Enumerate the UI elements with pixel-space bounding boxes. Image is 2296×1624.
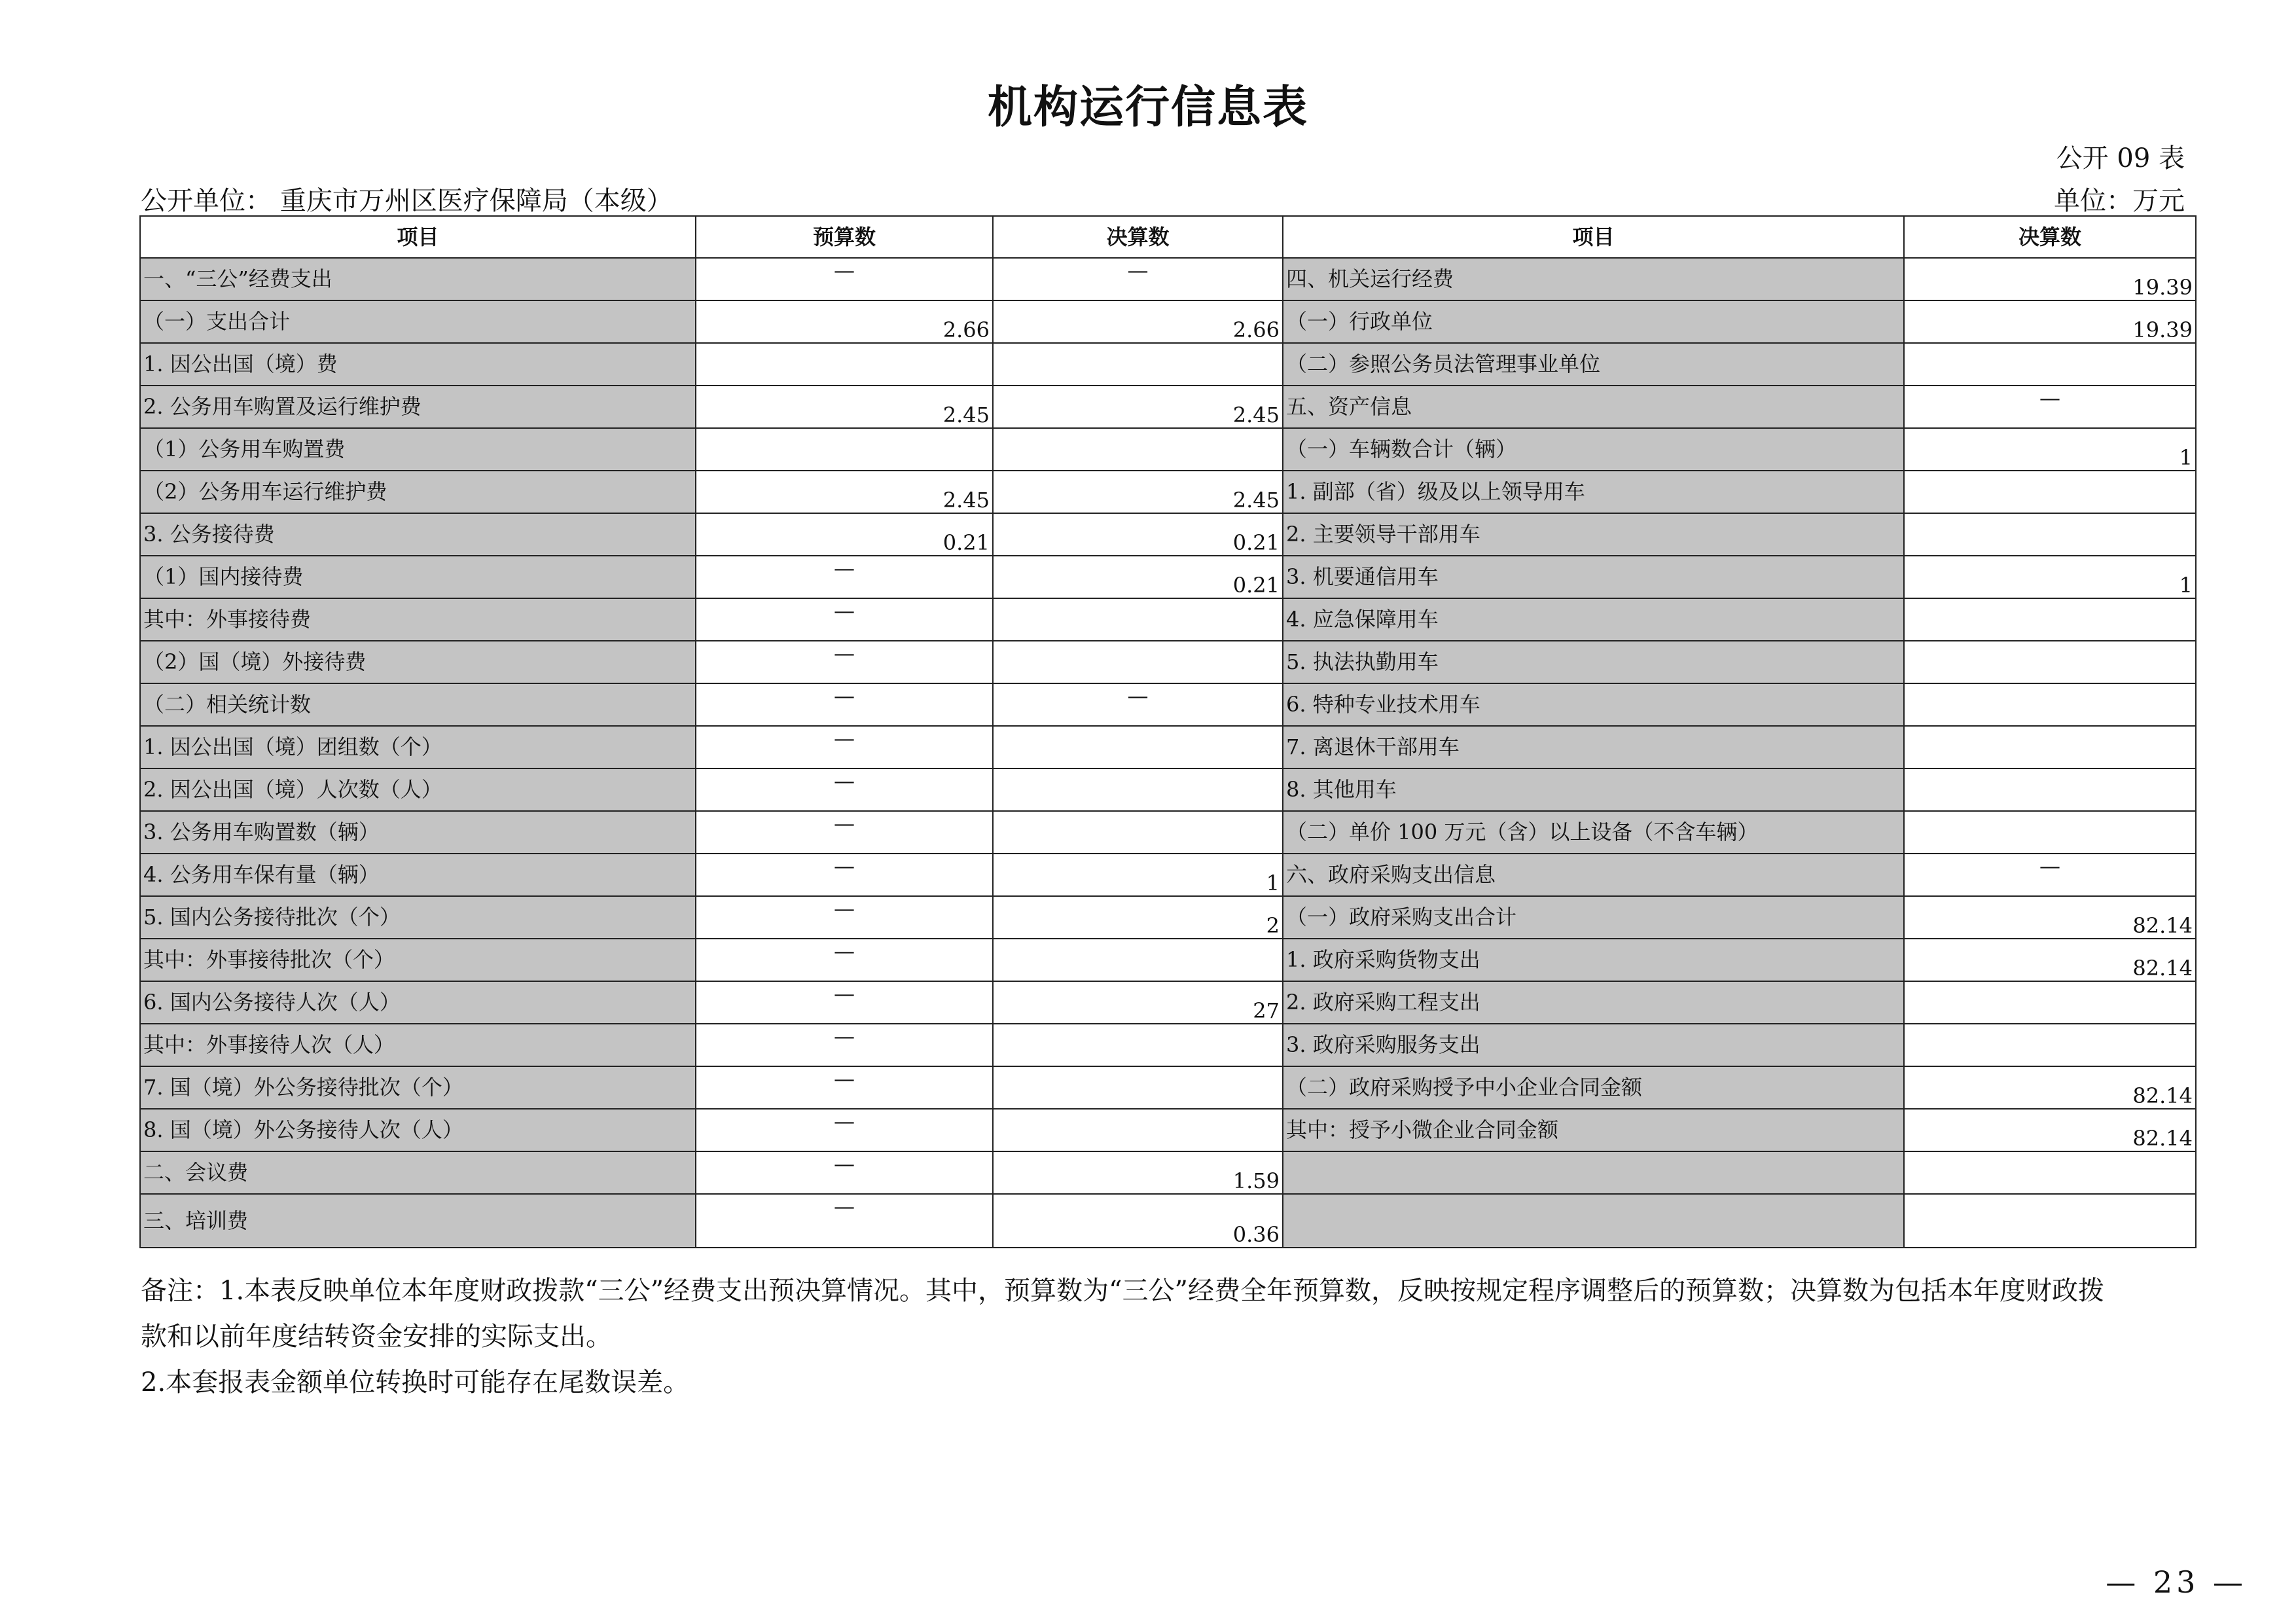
budget-cell: 2.45 [696, 386, 993, 428]
final-cell-right [1904, 1151, 2196, 1194]
row-label-left: （1）国内接待费 [140, 556, 696, 598]
budget-cell: — [696, 1109, 993, 1151]
table-row [140, 896, 2196, 939]
budget-cell: — [696, 981, 993, 1024]
row-label-left: （1）公务用车购置费 [140, 428, 696, 471]
final-cell: 2.45 [993, 471, 1283, 513]
page-title: 机构运行信息表 [987, 82, 1308, 134]
final-cell-right: — [1904, 854, 2196, 896]
final-cell-right [1904, 1194, 2196, 1248]
final-cell-right [1904, 471, 2196, 513]
row-label-left: 3. 公务接待费 [140, 513, 696, 556]
table-row [140, 939, 2196, 981]
final-cell: — [993, 258, 1283, 300]
final-cell [993, 641, 1283, 683]
final-cell-right [1904, 726, 2196, 768]
row-label-right: 3. 机要通信用车 [1283, 556, 1904, 598]
row-label-left: 3. 公务用车购置数（辆） [140, 811, 696, 854]
final-cell-right [1904, 513, 2196, 556]
budget-cell: — [696, 854, 993, 896]
table-row [140, 641, 2196, 683]
row-label-right: 2. 政府采购工程支出 [1283, 981, 1904, 1024]
reporting-unit: 公开单位： 重庆市万州区医疗保障局（本级） [141, 186, 673, 216]
table-row [140, 428, 2196, 471]
row-label-left: 二、会议费 [140, 1151, 696, 1194]
final-cell: 2.66 [993, 300, 1283, 343]
budget-cell: 2.66 [696, 300, 993, 343]
budget-cell: — [696, 726, 993, 768]
budget-cell: — [696, 896, 993, 939]
table-row [140, 683, 2196, 726]
final-cell [993, 1024, 1283, 1066]
final-cell-right [1904, 1024, 2196, 1066]
note-line-1: 备注：1.本表反映单位本年度财政拨款“三公”经费支出预决算情况。其中，预算数为“三公”经费全年预算数，反映按规定程序调整后的预算数；决算数为包括本年度财政拨 [141, 1276, 2104, 1306]
form-number: 公开 09 表 [2056, 143, 2185, 173]
row-label-left: 其中：外事接待费 [140, 598, 696, 641]
row-label-right: 2. 主要领导干部用车 [1283, 513, 1904, 556]
header-budget: 预算数 [696, 216, 993, 258]
row-label-right: 7. 离退休干部用车 [1283, 726, 1904, 768]
page-number: — 23 — [2106, 1564, 2247, 1600]
budget-cell: — [696, 939, 993, 981]
budget-cell: — [696, 1066, 993, 1109]
final-cell-right: 82.14 [1904, 896, 2196, 939]
table-row [140, 513, 2196, 556]
note-line-2: 款和以前年度结转资金安排的实际支出。 [141, 1322, 612, 1352]
header-item: 项目 [140, 216, 696, 258]
header-final-right: 决算数 [1904, 216, 2196, 258]
row-label-right: 其中：授予小微企业合同金额 [1283, 1109, 1904, 1151]
final-cell [993, 726, 1283, 768]
final-cell: 27 [993, 981, 1283, 1024]
final-cell [993, 1109, 1283, 1151]
final-cell-right [1904, 598, 2196, 641]
table-row [140, 258, 2196, 300]
budget-cell: — [696, 1194, 993, 1248]
row-label-right: 3. 政府采购服务支出 [1283, 1024, 1904, 1066]
final-cell-right [1904, 683, 2196, 726]
final-cell [993, 598, 1283, 641]
row-label-right: 8. 其他用车 [1283, 768, 1904, 811]
budget-cell: — [696, 768, 993, 811]
row-label-left: （2）公务用车运行维护费 [140, 471, 696, 513]
budget-cell: — [696, 1024, 993, 1066]
final-cell-right: — [1904, 386, 2196, 428]
row-label-left: （2）国（境）外接待费 [140, 641, 696, 683]
table-row [140, 598, 2196, 641]
final-cell [993, 768, 1283, 811]
final-cell [993, 939, 1283, 981]
final-cell-right: 1 [1904, 556, 2196, 598]
budget-cell: — [696, 641, 993, 683]
budget-cell: 0.21 [696, 513, 993, 556]
final-cell [993, 428, 1283, 471]
row-label-left: 其中：外事接待批次（个） [140, 939, 696, 981]
final-cell: 2 [993, 896, 1283, 939]
row-label-right: 六、政府采购支出信息 [1283, 854, 1904, 896]
row-label-left: 2. 因公出国（境）人次数（人） [140, 768, 696, 811]
table-body [140, 258, 2196, 1248]
final-cell: 2.45 [993, 386, 1283, 428]
row-label-right: 6. 特种专业技术用车 [1283, 683, 1904, 726]
final-cell [993, 811, 1283, 854]
budget-cell: — [696, 598, 993, 641]
row-label-right: 1. 政府采购货物支出 [1283, 939, 1904, 981]
final-cell-right [1904, 343, 2196, 386]
row-label-right: （二）政府采购授予中小企业合同金额 [1283, 1066, 1904, 1109]
row-label-left: 其中：外事接待人次（人） [140, 1024, 696, 1066]
table-row [140, 768, 2196, 811]
header-final: 决算数 [993, 216, 1283, 258]
final-cell-right: 82.14 [1904, 939, 2196, 981]
final-cell-right [1904, 641, 2196, 683]
budget-cell: — [696, 556, 993, 598]
table-row [140, 981, 2196, 1024]
row-label-right: （一）行政单位 [1283, 300, 1904, 343]
info-table [139, 215, 2197, 1248]
final-cell-right: 82.14 [1904, 1109, 2196, 1151]
row-label-right: 4. 应急保障用车 [1283, 598, 1904, 641]
budget-cell: — [696, 258, 993, 300]
row-label-left: （一）支出合计 [140, 300, 696, 343]
table-row [140, 471, 2196, 513]
row-label-left: 一、“三公”经费支出 [140, 258, 696, 300]
row-label-right: （二）单价 100 万元（含）以上设备（不含车辆） [1283, 811, 1904, 854]
table-row [140, 300, 2196, 343]
final-cell-right: 19.39 [1904, 300, 2196, 343]
table-row [140, 854, 2196, 896]
row-label-right: 五、资产信息 [1283, 386, 1904, 428]
row-label-right: （一）政府采购支出合计 [1283, 896, 1904, 939]
row-label-left: 8. 国（境）外公务接待人次（人） [140, 1109, 696, 1151]
table-row [140, 1066, 2196, 1109]
row-label-right: （二）参照公务员法管理事业单位 [1283, 343, 1904, 386]
final-cell: 1.59 [993, 1151, 1283, 1194]
row-label-right [1283, 1151, 1904, 1194]
final-cell-right [1904, 811, 2196, 854]
currency-unit: 单位：万元 [2054, 186, 2185, 216]
table-row [140, 1109, 2196, 1151]
row-label-left: 7. 国（境）外公务接待批次（个） [140, 1066, 696, 1109]
budget-cell: — [696, 1151, 993, 1194]
table-row [140, 1151, 2196, 1194]
header-item-right: 项目 [1283, 216, 1904, 258]
table-row [140, 726, 2196, 768]
final-cell: — [993, 683, 1283, 726]
row-label-right: 1. 副部（省）级及以上领导用车 [1283, 471, 1904, 513]
row-label-left: 三、培训费 [140, 1194, 696, 1248]
row-label-left: 2. 公务用车购置及运行维护费 [140, 386, 696, 428]
final-cell: 1 [993, 854, 1283, 896]
row-label-left: 6. 国内公务接待人次（人） [140, 981, 696, 1024]
budget-cell: — [696, 811, 993, 854]
budget-cell: 2.45 [696, 471, 993, 513]
final-cell: 0.21 [993, 513, 1283, 556]
final-cell: 0.36 [993, 1194, 1283, 1248]
row-label-right: 5. 执法执勤用车 [1283, 641, 1904, 683]
table-row [140, 811, 2196, 854]
note-line-3: 2.本套报表金额单位转换时可能存在尾数误差。 [141, 1367, 690, 1398]
final-cell [993, 1066, 1283, 1109]
final-cell [993, 343, 1283, 386]
table-header-row [140, 216, 2196, 258]
row-label-left: 4. 公务用车保有量（辆） [140, 854, 696, 896]
final-cell-right [1904, 981, 2196, 1024]
final-cell-right: 1 [1904, 428, 2196, 471]
table-row [140, 386, 2196, 428]
row-label-left: （二）相关统计数 [140, 683, 696, 726]
budget-cell [696, 428, 993, 471]
final-cell-right: 82.14 [1904, 1066, 2196, 1109]
final-cell-right [1904, 768, 2196, 811]
table-row [140, 1194, 2196, 1248]
row-label-right: 四、机关运行经费 [1283, 258, 1904, 300]
budget-cell: — [696, 683, 993, 726]
table-row [140, 556, 2196, 598]
final-cell: 0.21 [993, 556, 1283, 598]
row-label-left: 1. 因公出国（境）费 [140, 343, 696, 386]
table-row [140, 343, 2196, 386]
row-label-left: 5. 国内公务接待批次（个） [140, 896, 696, 939]
row-label-right [1283, 1194, 1904, 1248]
row-label-right: （一）车辆数合计（辆） [1283, 428, 1904, 471]
final-cell-right: 19.39 [1904, 258, 2196, 300]
row-label-left: 1. 因公出国（境）团组数（个） [140, 726, 696, 768]
budget-cell [696, 343, 993, 386]
table-row [140, 1024, 2196, 1066]
